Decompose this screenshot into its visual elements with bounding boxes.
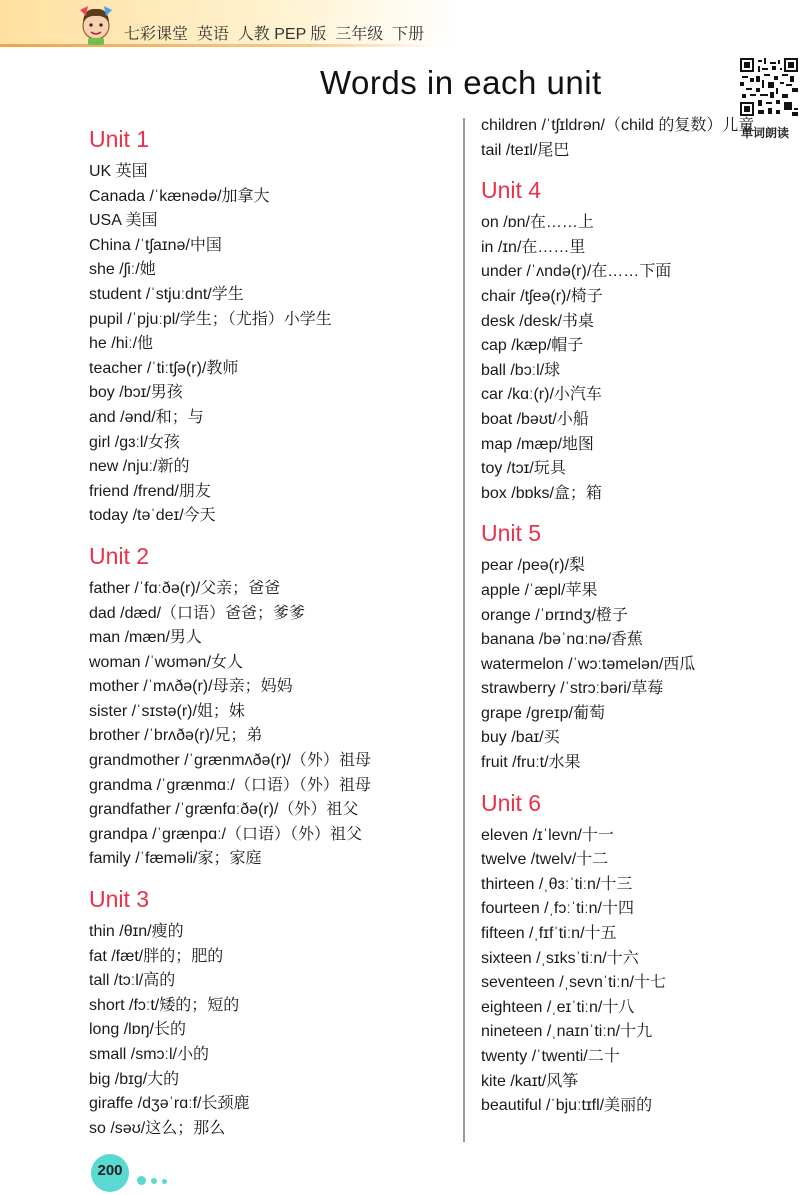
word-entry: in /ɪn/在……里 [481,238,586,256]
word-entry: under /ˈʌndə(r)/在……下面 [481,263,672,281]
word-entry: short /fɔːt/矮的；短的 [89,996,240,1014]
unit-2-section [89,529,449,872]
word-entry: box /bɒks/盒；箱 [481,484,602,502]
unit-3-continued-section [481,114,781,163]
word-entry: she /ʃiː/她 [89,261,156,279]
word-entry: fifteen /ˌfɪfˈtiːn/十五 [481,925,617,943]
word-entry: desk /desk/书桌 [481,312,594,330]
word-entry: apple /ˈæpl/苹果 [481,581,598,599]
word-entry: banana /bəˈnɑːnə/香蕉 [481,631,643,649]
word-entry: cap /kæp/帽子 [481,337,584,355]
word-entry: kite /kaɪt/风筝 [481,1072,579,1090]
unit-6-section [481,776,781,1119]
word-entry: and /ənd/和；与 [89,408,204,426]
word-entry: fruit /fruːt/水果 [481,754,581,772]
word-entry: chair /tʃeə(r)/椅子 [481,287,603,305]
word-entry: on /ɒn/在……上 [481,214,594,232]
word-entry: UK 英国 [89,163,148,180]
word-entry: eighteen /ˌeɪˈtiːn/十八 [481,998,635,1016]
header-text: 七彩课堂 英语 人教 PEP 版 三年级 下册 [124,26,425,43]
word-entry: fat /fæt/胖的；肥的 [89,947,224,965]
word-list [89,920,449,1141]
word-entry: dad /dæd/（口语）爸爸；爹爹 [89,604,306,622]
word-entry: pupil /ˈpjuːpl/学生；（尤指）小学生 [89,310,332,328]
word-entry: USA 美国 [89,212,158,230]
word-list [481,824,781,1119]
word-entry: grape /ɡreɪp/葡萄 [481,704,605,722]
word-entry: nineteen /ˌnaɪnˈtiːn/十九 [481,1023,653,1041]
word-entry: giraffe /dʒəˈrɑːf/长颈鹿 [89,1095,250,1113]
word-list [89,160,449,529]
decorative-dot [137,1176,146,1185]
unit-4-section [481,163,781,506]
word-entry: today /təˈdeɪ/今天 [89,507,216,525]
word-entry: man /mæn/男人 [89,629,202,647]
word-entry: strawberry /ˈstrɔːbəri/草莓 [481,680,664,698]
word-entry: toy /tɔɪ/玩具 [481,460,566,478]
unit-title: Unit 4 [481,177,542,204]
word-entry: long /lɒŋ/长的 [89,1021,186,1039]
unit-title: Unit 1 [89,126,150,152]
word-entry: Canada /ˈkænədə/加拿大 [89,187,270,205]
word-entry: grandfather /ˈɡrænfɑːðə(r)/（外）祖父 [89,801,359,819]
word-entry: big /bɪɡ/大的 [89,1070,180,1088]
word-entry: thin /θɪn/瘦的 [89,923,184,941]
word-entry: children /ˈtʃɪldrən/（child 的复数）儿童 [481,117,755,134]
word-entry: tail /teɪl/尾巴 [481,141,570,159]
decorative-dot [151,1178,157,1184]
page-title: Words in each unit [320,64,602,101]
word-entry: thirteen /ˌθɜːˈtiːn/十三 [481,875,633,893]
word-entry: ball /bɔːl/球 [481,361,561,379]
left-column [89,112,449,1141]
word-entry: car /kɑː(r)/小汽车 [481,386,602,404]
unit-title: Unit 2 [89,542,150,569]
right-column [481,114,781,1119]
word-entry: so /səʊ/这么；那么 [89,1119,226,1137]
qr-code-icon[interactable] [740,58,798,116]
header-underline [0,44,440,47]
word-entry: twenty /ˈtwenti/二十 [481,1048,620,1065]
mascot-icon [74,2,118,46]
word-entry: boat /bəʊt/小船 [481,410,589,428]
word-entry: small /smɔːl/小的 [89,1046,210,1063]
word-list [481,114,781,163]
page-number: 200 [97,1162,123,1179]
word-list [89,577,449,872]
unit-3-section [89,872,449,1141]
word-entry: sister /ˈsɪstə(r)/姐；妹 [89,702,245,720]
word-entry: map /mæp/地图 [481,435,594,453]
unit-1-section [89,112,449,529]
word-entry: brother /ˈbrʌðə(r)/兄；弟 [89,727,263,745]
word-entry: pear /peə(r)/梨 [481,557,586,575]
unit-title: Unit 3 [89,886,150,913]
word-entry: China /ˈtʃaɪnə/中国 [89,236,222,254]
decorative-dot [162,1179,167,1184]
word-entry: twelve /twelv/十二 [481,851,609,869]
word-entry: tall /tɔːl/高的 [89,972,176,990]
word-entry: father /ˈfɑːðə(r)/父亲；爸爸 [89,579,281,597]
column-divider [463,118,465,1142]
word-entry: grandma /ˈɡrænmɑː/（口语）（外）祖母 [89,776,371,794]
word-entry: teacher /ˈtiːtʃə(r)/教师 [89,359,239,377]
word-entry: he /hiː/他 [89,335,154,353]
word-entry: woman /ˈwʊmən/女人 [89,653,244,671]
word-entry: boy /bɔɪ/男孩 [89,384,183,402]
unit-title: Unit 6 [481,789,542,816]
word-entry: watermelon /ˈwɔːtəmelən/西瓜 [481,655,696,673]
word-entry: seventeen /ˌsevnˈtiːn/十七 [481,974,666,992]
word-entry: beautiful /ˈbjuːtɪfl/美丽的 [481,1097,653,1115]
word-entry: fourteen /ˌfɔːˈtiːn/十四 [481,900,634,918]
word-entry: grandpa /ˈɡrænpɑː/（口语）（外）祖父 [89,825,362,843]
word-list [481,211,781,506]
word-entry: mother /ˈmʌðə(r)/母亲；妈妈 [89,678,293,696]
word-entry: eleven /ɪˈlevn/十一 [481,826,614,844]
word-entry: orange /ˈɒrɪndʒ/橙子 [481,606,628,624]
word-entry: grandmother /ˈɡrænmʌðə(r)/（外）祖母 [89,752,371,770]
word-entry: sixteen /ˌsɪksˈtiːn/十六 [481,949,639,967]
word-entry: friend /frend/朋友 [89,482,211,500]
word-entry: family /ˈfæməli/家；家庭 [89,850,262,868]
unit-title: Unit 5 [481,520,542,547]
word-entry: new /njuː/新的 [89,458,190,476]
word-entry: girl /ɡɜːl/女孩 [89,433,180,451]
unit-5-section [481,506,781,775]
word-entry: student /ˈstjuːdnt/学生 [89,285,244,303]
word-entry: buy /baɪ/买 [481,729,560,747]
qr-label: 单词朗读 [741,126,790,140]
word-list [481,554,781,775]
